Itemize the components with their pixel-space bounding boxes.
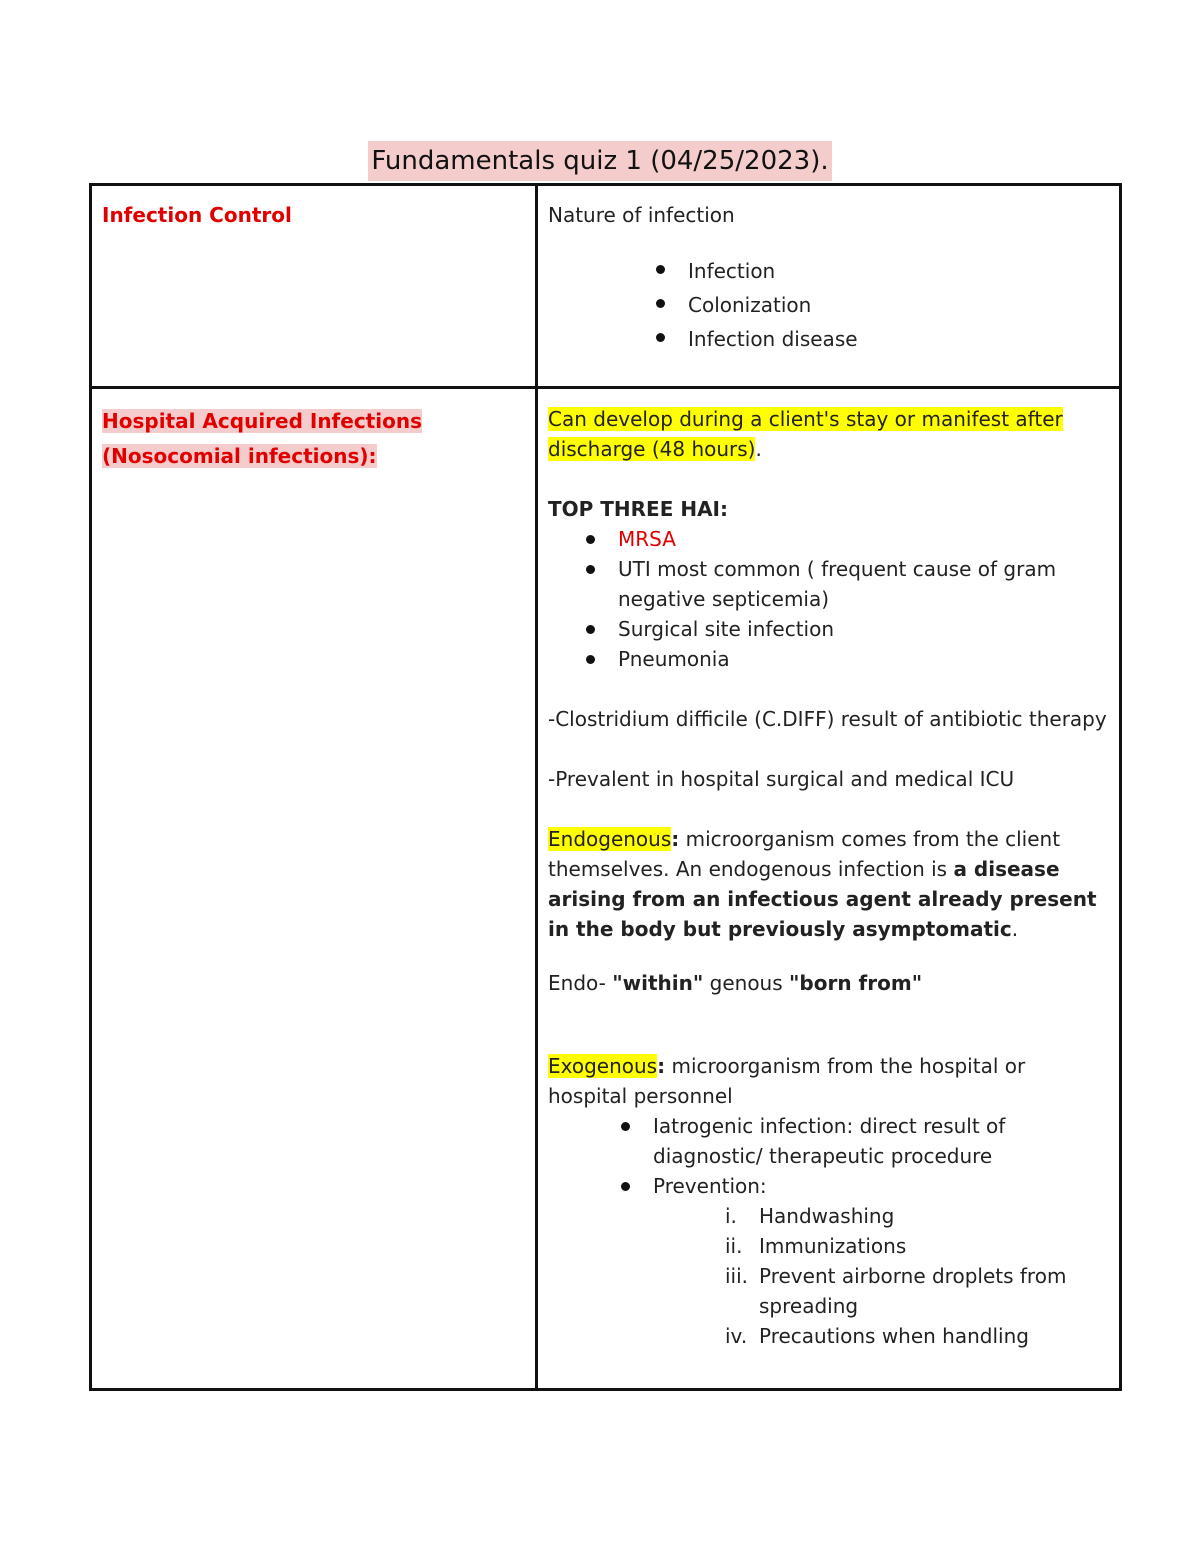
- list-item: Infection: [688, 254, 1109, 288]
- list-item: Infection disease: [688, 322, 1109, 356]
- term-exogenous: Exogenous: [548, 1054, 658, 1078]
- bold-text: "born from": [789, 971, 923, 995]
- hai-list: [548, 524, 1109, 674]
- list-item: [725, 1321, 1109, 1351]
- text: :: [671, 827, 680, 851]
- highlight-text: Can develop during a client's stay or manifest after discharge (48 hours): [548, 407, 1063, 461]
- list-text: Handwashing: [759, 1204, 895, 1228]
- bold-text: "within": [612, 971, 704, 995]
- list-item: Surgical site infection: [618, 614, 1109, 644]
- notes-cell: [537, 388, 1121, 1390]
- topic-cell: [91, 388, 537, 1390]
- list-text: Precautions when handling: [759, 1324, 1029, 1348]
- list-item: Iatrogenic infection: direct result of diagnostic/ therapeutic procedure: [653, 1111, 1109, 1171]
- list-item: Pneumonia: [618, 644, 1109, 674]
- exogenous-list: [548, 1111, 1109, 1201]
- list-number: i.: [725, 1204, 737, 1228]
- list-item: [725, 1231, 1109, 1261]
- etymology: [548, 968, 1109, 998]
- text: :: [657, 1054, 666, 1078]
- topic-label: (Nosocomial infections):: [102, 444, 377, 468]
- title-wrap: [0, 141, 1200, 181]
- list-text: Immunizations: [759, 1234, 907, 1258]
- nature-list: [548, 254, 1109, 356]
- text: microorganism comes from the client themselves. An endogenous infection is: [548, 827, 1061, 881]
- text: genous: [703, 971, 790, 995]
- list-number: iii.: [725, 1264, 749, 1288]
- text: .: [1011, 917, 1019, 941]
- table-row: [91, 388, 1121, 1390]
- text: microorganism from the hospital or hospital personnel: [548, 1054, 1026, 1108]
- prevention-list: [548, 1201, 1109, 1351]
- page-title: Fundamentals quiz 1 (04/25/2023).: [368, 141, 831, 181]
- list-number: ii.: [725, 1234, 743, 1258]
- text: Endo-: [548, 971, 613, 995]
- paragraph: -Clostridium difficile (C.DIFF) result of antibiotic therapy: [548, 707, 1107, 731]
- topic-cell: [91, 185, 537, 388]
- intro-text: [548, 404, 1109, 464]
- list-item: MRSA: [618, 524, 1109, 554]
- list-item: [725, 1261, 1109, 1321]
- exogenous-paragraph: [548, 1051, 1109, 1111]
- notes-table: [89, 183, 1122, 1391]
- notes-cell: [537, 185, 1121, 388]
- notes-heading: Nature of infection: [548, 203, 735, 227]
- section-heading: TOP THREE HAI:: [548, 497, 728, 521]
- topic-label: Hospital Acquired Infections: [102, 409, 422, 433]
- list-item: [725, 1201, 1109, 1231]
- endogenous-paragraph: [548, 824, 1109, 944]
- text: .: [755, 437, 762, 461]
- list-item: Prevention:: [653, 1171, 1109, 1201]
- list-text: Prevent airborne droplets from spreading: [759, 1264, 1067, 1318]
- table-row: [91, 185, 1121, 388]
- list-number: iv.: [725, 1324, 748, 1348]
- paragraph: -Prevalent in hospital surgical and medical ICU: [548, 767, 1015, 791]
- term-endogenous: Endogenous: [548, 827, 672, 851]
- list-item: Colonization: [688, 288, 1109, 322]
- topic-label: Infection Control: [102, 203, 292, 227]
- bold-text: a disease arising from an infectious agent already present in the body but previously asymptomatic: [548, 857, 1097, 941]
- list-item: UTI most common ( frequent cause of gram negative septicemia): [618, 554, 1109, 614]
